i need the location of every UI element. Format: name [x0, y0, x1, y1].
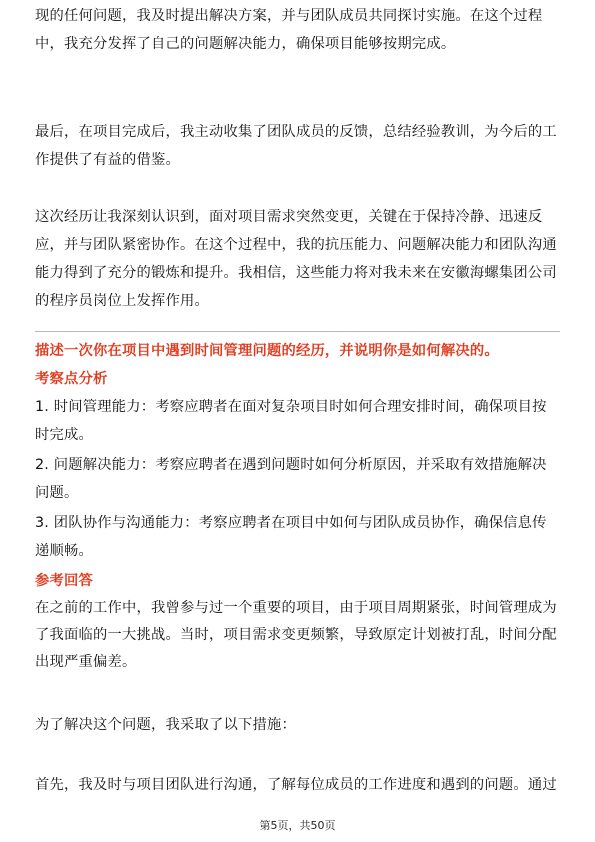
analysis-point-1 — [35, 393, 560, 449]
paragraph-text: 这次经历让我深刻认识到，面对项目需求突然变更，关键在于保持冷静、迅速反应，并与团队紧密协作。在这个过程中，我的抗压能力、问题解决能力和团队沟通能力得到了充分的锻炼和提升。我相信，这些能力将对我未来在安徽海螺集团公司的程序员岗位上发挥作用。 — [35, 209, 557, 309]
analysis-point-3 — [35, 509, 560, 565]
answer-paragraph-3 — [35, 771, 560, 799]
paragraph-2 — [35, 118, 560, 174]
analysis-heading-text: 考察点分析 — [35, 371, 108, 387]
answer-paragraph-2 — [35, 711, 560, 739]
paragraph-text: 最后，在项目完成后，我主动收集了团队成员的反馈，总结经验教训，为今后的工作提供了有益的借鉴。 — [35, 124, 557, 168]
question-title — [35, 337, 560, 365]
list-item: 1. 时间管理能力：考察应聘者在面对复杂项目时如何合理安排时间，确保项目按时完成。 — [35, 399, 547, 443]
analysis-point-2 — [35, 451, 560, 507]
section-divider — [35, 331, 560, 332]
paragraph-3 — [35, 203, 560, 315]
paragraph-text: 为了解决这个问题，我采取了以下措施： — [35, 717, 296, 733]
paragraph-1 — [35, 2, 560, 58]
answer-paragraph-1 — [35, 595, 560, 676]
paragraph-text: 首先，我及时与项目团队进行沟通，了解每位成员的工作进度和遇到的问题。通过 — [35, 777, 557, 793]
paragraph-text: 现的任何问题，我及时提出解决方案，并与团队成员共同探讨实施。在这个过程中，我充分发挥了自己的问题解决能力，确保项目能够按期完成。 — [35, 8, 543, 52]
answer-heading — [35, 567, 560, 595]
answer-heading-text: 参考回答 — [35, 573, 93, 589]
analysis-heading — [35, 365, 560, 393]
question-title-text: 描述一次你在项目中遇到时间管理问题的经历，并说明你是如何解决的。 — [35, 343, 499, 359]
paragraph-text: 在之前的工作中，我曾参与过一个重要的项目，由于项目周期紧张，时间管理成为了我面临的一大挑战。当时，项目需求变更频繁，导致原定计划被打乱，时间分配出现严重偏差。 — [35, 600, 557, 670]
list-item: 2. 问题解决能力：考察应聘者在遇到问题时如何分析原因，并采取有效措施解决问题。 — [35, 457, 547, 501]
page-footer: 第5页，共50页 — [259, 819, 336, 832]
list-item: 3. 团队协作与沟通能力：考察应聘者在项目中如何与团队成员协作，确保信息传递顺畅。 — [35, 515, 547, 559]
